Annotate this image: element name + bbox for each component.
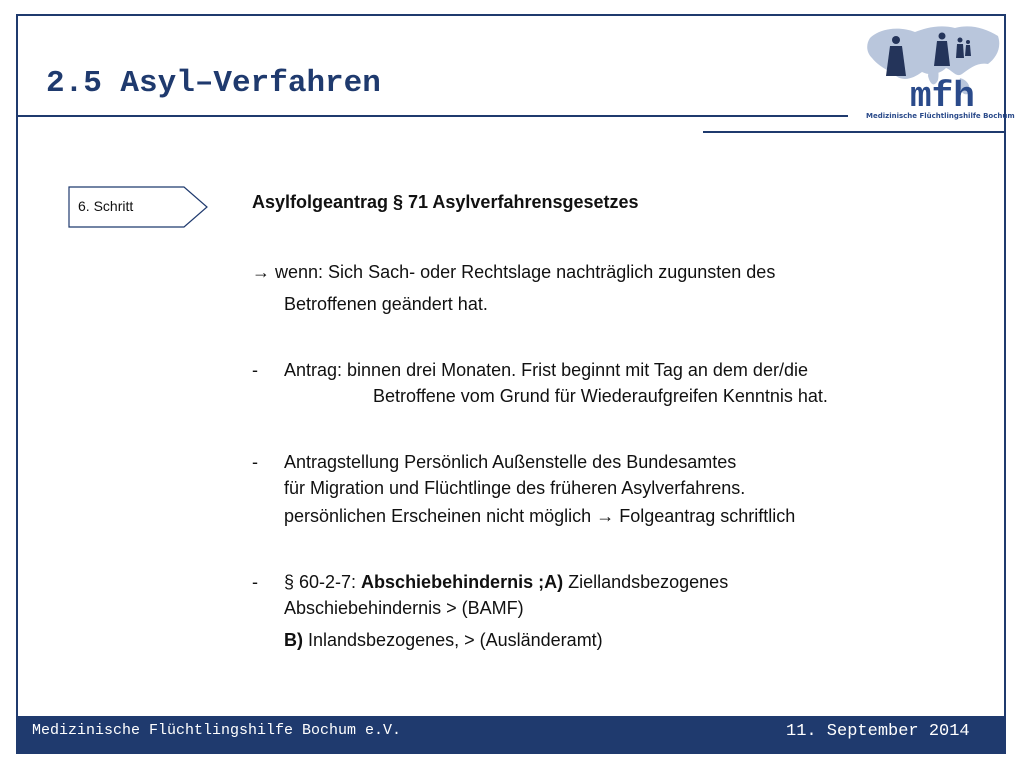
para3-dash: - — [252, 452, 258, 472]
para2-dash: - — [252, 360, 258, 380]
content-heading: Asylfolgeantrag § 71 Asylverfahrensgesetzes — [252, 192, 639, 212]
para4-line2: Abschiebehindernis > (BAMF) — [284, 598, 524, 618]
footer-organization: Medizinische Flüchtlingshilfe Bochum e.V. — [32, 722, 402, 739]
right-arrow-icon: → — [596, 506, 615, 526]
footer-underline — [16, 750, 1006, 752]
slide-title: 2.5 Asyl–Verfahren — [46, 66, 381, 101]
para4-dash: - — [252, 572, 258, 592]
para3-line3: persönlichen Erscheinen nicht möglich → Folgeantrag schriftlich — [284, 506, 796, 526]
para4-line3: B) Inlandsbezogenes, > (Ausländeramt) — [284, 630, 603, 650]
para1-line1: → wenn: Sich Sach- oder Rechtslage nachträglich zugunsten des — [252, 262, 776, 282]
step-label: 6. Schritt — [78, 198, 134, 214]
para1-line2: Betroffenen geändert hat. — [284, 294, 488, 314]
logo-subtitle: Medizinische Flüchtlingshilfe Bochum — [866, 112, 1015, 120]
para3-line1: Antragstellung Persönlich Außenstelle des Bundesamtes — [284, 452, 737, 472]
logo-text: mfh — [910, 76, 975, 117]
logo-underline — [703, 131, 1006, 133]
right-arrow-icon: → — [252, 262, 270, 282]
title-underline — [16, 115, 848, 117]
para3-line2: für Migration und Flüchtlinge des früheren Asylverfahrens. — [284, 478, 746, 498]
para2-line1: Antrag: binnen drei Monaten. Frist beginnt mit Tag an dem der/die — [284, 360, 808, 380]
para4-line1: § 60-2-7: Abschiebehindernis ;A) Ziellandsbezogenes — [284, 572, 729, 592]
footer-date: 11. September 2014 — [786, 722, 970, 741]
para2-line2: Betroffene vom Grund für Wiederaufgreifen Kenntnis hat. — [373, 386, 828, 406]
